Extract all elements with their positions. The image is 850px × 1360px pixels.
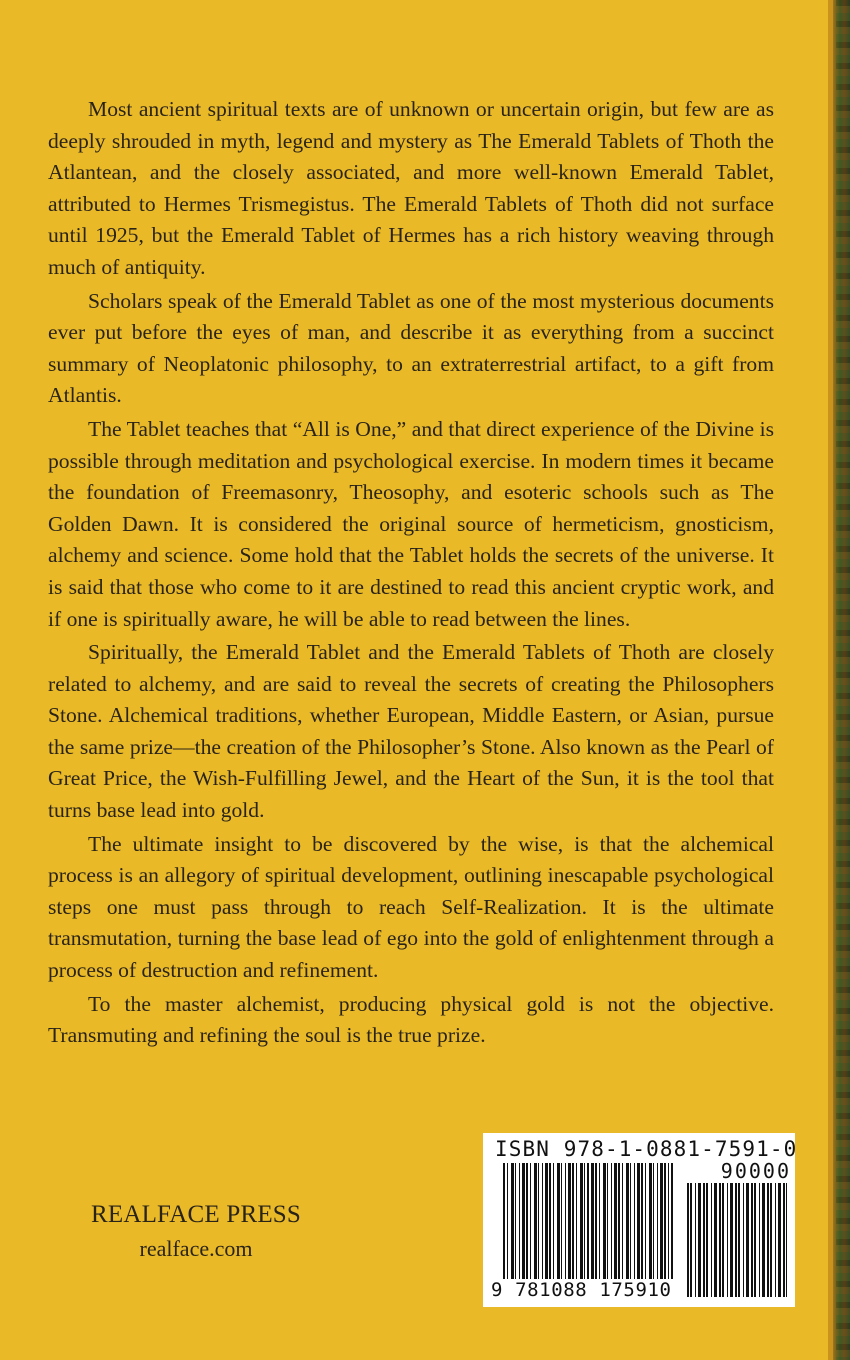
spine-edge — [828, 0, 850, 1360]
blurb-paragraph: The Tablet teaches that “All is One,” and that direct experience of the Divine is possible through meditation and psychological exercise. In modern times it became the foundation of Freemasonry, Theosophy, and esoteric schools such as The Golden Dawn. It is considered the original source of hermeticism, gnosticism, alchemy and science. Some hold that the Tablet holds the secrets of the universe. It is said that those who come to it are destined to read this ancient cryptic work, and if one is spiritually aware, he will be able to read between the lines. — [48, 416, 774, 631]
publisher-block — [82, 1198, 310, 1266]
blurb-paragraph: To the master alchemist, producing physical gold is not the objective. Transmuting and refining the soul is the true prize. — [48, 991, 774, 1048]
isbn-label: ISBN 978-1-0881-7591-0 — [495, 1137, 798, 1161]
addon-barcode-bars — [687, 1183, 787, 1297]
barcode-guard-bar — [671, 1163, 673, 1291]
publisher-name: REALFACE PRESS — [90, 1201, 302, 1228]
blurb-paragraph: The ultimate insight to be discovered by the wise, is that the alchemical process is an allegory of spiritual development, outlining inescapable psychological steps one must pass through to reach Self-Realization. It is the ultimate transmutation, turning the base lead of ego into the gold of enlightenment through a process of destruction and refinement. — [48, 831, 774, 983]
ean-digits: 9 781088 175910 — [491, 1279, 687, 1301]
publisher-website: realface.com — [139, 1236, 253, 1261]
back-cover-blurb — [48, 94, 774, 1054]
isbn-barcode — [483, 1133, 798, 1307]
barcode-addon-digits: 90000 — [720, 1159, 791, 1183]
barcode-guard-bar — [587, 1163, 589, 1291]
blurb-paragraph: Scholars speak of the Emerald Tablet as one of the most mysterious documents ever put before the eyes of man, and describe it as everything from a succinct summary of Neoplatonic philosophy, to an extraterrestrial artifact, to a gift from Atlantis. — [48, 288, 774, 408]
barcode-guard-bar — [503, 1163, 505, 1291]
blurb-paragraph: Most ancient spiritual texts are of unknown or uncertain origin, but few are as deeply shrouded in myth, legend and mystery as The Emerald Tablets of Thoth the Atlantean, and the closely associated, and more well-known Emerald Tablet, attributed to Hermes Trismegistus. The Emerald Tablets of Thoth did not surface until 1925, but the Emerald Tablet of Hermes has a rich history weaving through much of antiquity. — [48, 97, 774, 279]
blurb-paragraph: Spiritually, the Emerald Tablet and the Emerald Tablets of Thoth are closely related to alchemy, and are said to reveal the secrets of creating the Philosophers Stone. Alchemical traditions, whether European, Middle Eastern, or Asian, pursue the same prize—the creation of the Philosopher’s Stone. Also known as the Pearl of Great Price, the Wish-Fulfilling Jewel, and the Heart of the Sun, it is the tool that turns base lead into gold. — [48, 640, 774, 823]
